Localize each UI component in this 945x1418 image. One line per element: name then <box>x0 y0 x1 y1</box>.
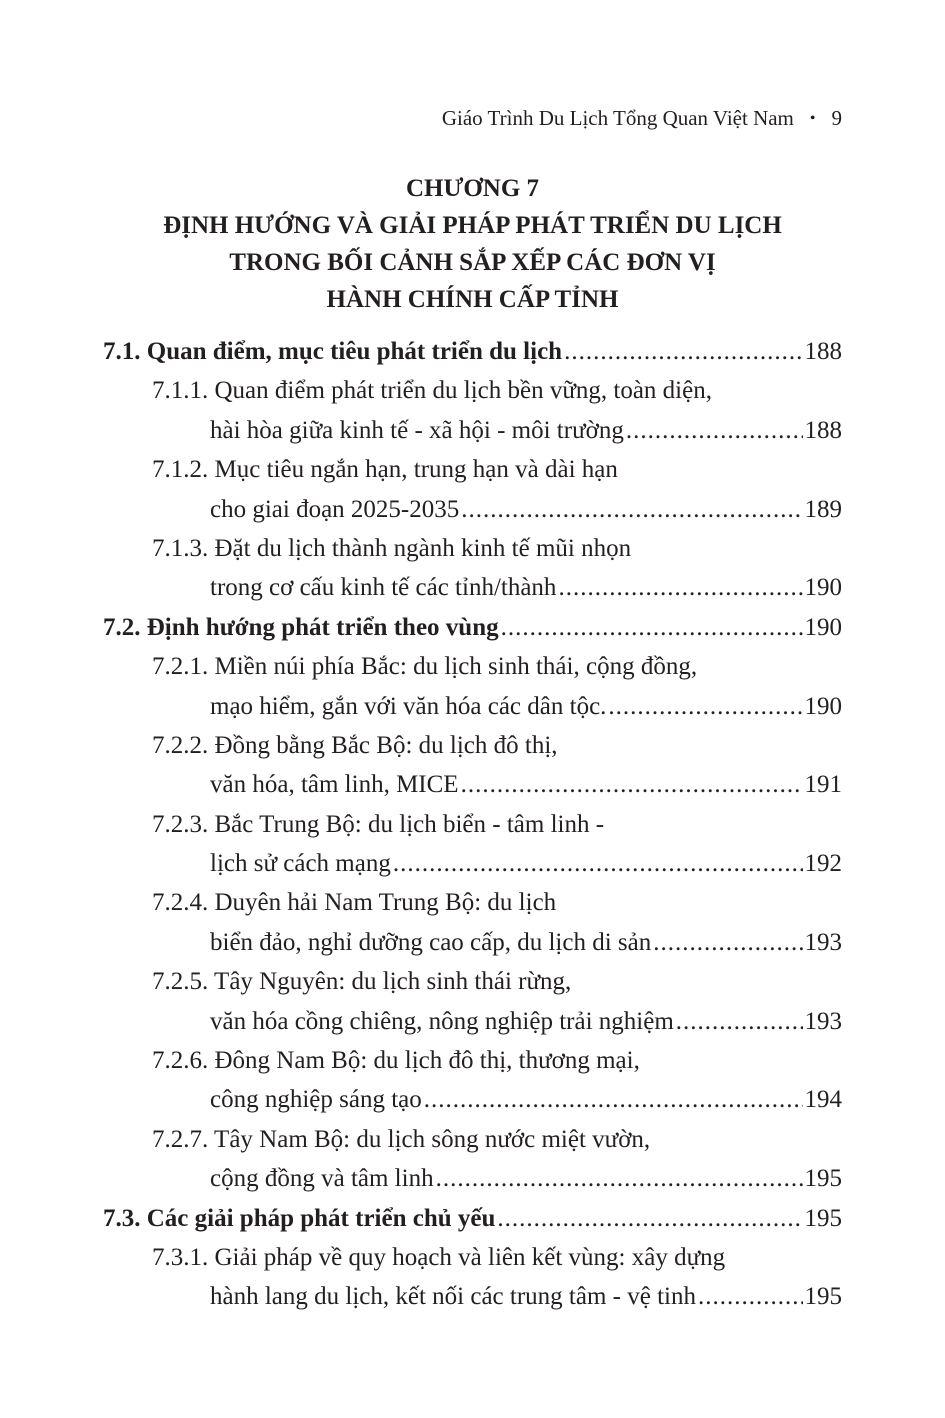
toc-entry-text: cho giai đoạn 2025-2035 <box>210 495 460 523</box>
bullet-separator: • <box>809 109 816 127</box>
toc-entry-text: 7.1.3. Đặt du lịch thành ngành kinh tế mũi nhọn <box>152 534 632 562</box>
toc-line <box>103 805 842 844</box>
dot-leader <box>558 568 802 607</box>
toc-page-number: 188 <box>804 338 842 365</box>
toc-page-number: 189 <box>804 495 842 523</box>
book-title: Giáo Trình Du Lịch Tổng Quan Việt Nam <box>441 106 794 130</box>
toc-line <box>103 765 842 804</box>
dot-leader <box>436 1159 803 1198</box>
toc-entry-text: trong cơ cấu kinh tế các tỉnh/thành <box>210 574 557 602</box>
page-number: 9 <box>831 106 842 130</box>
table-of-contents <box>103 332 842 1317</box>
toc-entry-text: lịch sử cách mạng <box>210 850 391 878</box>
dot-leader <box>461 765 803 804</box>
toc-page-number: 195 <box>804 1283 842 1311</box>
toc-entry-text: 7.2. Định hướng phát triển theo vùng <box>103 613 499 641</box>
toc-entry-text: biển đảo, nghỉ dưỡng cao cấp, du lịch di sản <box>210 928 652 956</box>
toc-entry-text: 7.1.2. Mục tiêu ngắn hạn, trung hạn và dài hạn <box>152 456 618 484</box>
toc-line <box>103 568 842 607</box>
dot-leader <box>653 923 802 962</box>
chapter-title-line: TRONG BỐI CẢNH SẮP XẾP CÁC ĐƠN VỊ <box>229 249 716 276</box>
toc-line <box>103 1080 842 1119</box>
toc-line <box>103 1238 842 1277</box>
toc-line <box>103 962 842 1001</box>
toc-subsection[interactable] <box>103 805 842 884</box>
dot-leader <box>608 687 802 726</box>
toc-line <box>103 1199 842 1238</box>
chapter-label: CHƯƠNG 7 <box>405 175 540 202</box>
toc-subsection[interactable] <box>103 647 842 726</box>
running-header <box>442 106 842 131</box>
chapter-title-line: ĐỊNH HƯỚNG VÀ GIẢI PHÁP PHÁT TRIỂN DU LỊCH <box>163 212 782 239</box>
toc-entry-text: 7.2.5. Tây Nguyên: du lịch sinh thái rừng, <box>152 968 572 996</box>
toc-page-number: 191 <box>804 771 842 799</box>
toc-entry-text: văn hóa, tâm linh, MICE <box>210 771 459 799</box>
toc-entry-text: 7.2.2. Đồng bằng Bắc Bộ: du lịch đô thị, <box>152 731 558 759</box>
toc-section[interactable] <box>103 608 842 647</box>
dot-leader <box>497 1199 802 1238</box>
chapter-title-line: HÀNH CHÍNH CẤP TỈNH <box>326 286 619 313</box>
toc-entry-text: công nghiệp sáng tạo <box>210 1086 422 1114</box>
toc-entry-text: 7.2.3. Bắc Trung Bộ: du lịch biển - tâm linh - <box>152 810 605 838</box>
toc-line <box>103 726 842 765</box>
toc-page-number: 193 <box>804 1007 842 1035</box>
toc-subsection[interactable] <box>103 1238 842 1317</box>
toc-line <box>103 332 842 371</box>
toc-subsection[interactable] <box>103 371 842 450</box>
toc-page-number: 195 <box>804 1204 842 1232</box>
toc-line <box>103 687 842 726</box>
dot-leader <box>676 1002 803 1041</box>
dot-leader <box>564 332 802 371</box>
toc-entry-text: 7.1.1. Quan điểm phát triển du lịch bền vững, toàn diện, <box>152 377 712 405</box>
toc-line <box>103 883 842 922</box>
toc-entry-text: hài hòa giữa kinh tế - xã hội - môi trường <box>210 416 624 444</box>
toc-line <box>103 923 842 962</box>
toc-subsection[interactable] <box>103 883 842 962</box>
toc-page-number: 193 <box>804 928 842 956</box>
toc-subsection[interactable] <box>103 1120 842 1199</box>
toc-line <box>103 450 842 489</box>
toc-page-number: 190 <box>804 574 842 602</box>
toc-subsection[interactable] <box>103 529 842 608</box>
toc-entry-text: hành lang du lịch, kết nối các trung tâm - vệ tinh <box>210 1283 696 1311</box>
toc-line <box>103 1041 842 1080</box>
toc-entry-text: 7.2.4. Duyên hải Nam Trung Bộ: du lịch <box>152 889 557 917</box>
dot-leader <box>626 411 803 450</box>
toc-line <box>103 490 842 529</box>
toc-line <box>103 1120 842 1159</box>
toc-subsection[interactable] <box>103 726 842 805</box>
dot-leader <box>424 1080 803 1119</box>
toc-subsection[interactable] <box>103 450 842 529</box>
toc-page-number: 190 <box>804 692 842 720</box>
toc-entry-text: mạo hiểm, gắn với văn hóa các dân tộc. <box>210 692 607 720</box>
dot-leader <box>461 490 802 529</box>
toc-entry-text: 7.3. Các giải pháp phát triển chủ yếu <box>103 1204 496 1232</box>
toc-section[interactable] <box>103 1199 842 1238</box>
toc-subsection[interactable] <box>103 1041 842 1120</box>
toc-entry-text: văn hóa cồng chiêng, nông nghiệp trải nghiệm <box>210 1007 674 1035</box>
toc-line <box>103 1159 842 1198</box>
dot-leader <box>501 608 803 647</box>
toc-line <box>103 1002 842 1041</box>
toc-line <box>103 1277 842 1316</box>
toc-entry-text: 7.2.6. Đông Nam Bộ: du lịch đô thị, thương mại, <box>152 1047 640 1075</box>
toc-entry-text: 7.1. Quan điểm, mục tiêu phát triển du lịch <box>103 338 563 365</box>
toc-entry-text: 7.2.7. Tây Nam Bộ: du lịch sông nước miệt vườn, <box>152 1125 651 1153</box>
toc-page-number: 192 <box>804 850 842 878</box>
toc-page-number: 188 <box>804 416 842 444</box>
toc-page-number: 190 <box>804 613 842 641</box>
toc-subsection[interactable] <box>103 962 842 1041</box>
toc-entry-text: 7.2.1. Miền núi phía Bắc: du lịch sinh thái, cộng đồng, <box>152 653 698 681</box>
toc-entry-text: cộng đồng và tâm linh <box>210 1165 434 1193</box>
toc-line <box>103 371 842 410</box>
toc-section[interactable] <box>103 332 842 371</box>
toc-line <box>103 844 842 883</box>
toc-page-number: 194 <box>804 1086 842 1114</box>
toc-page-number: 195 <box>804 1165 842 1193</box>
chapter-heading <box>0 170 945 318</box>
toc-line <box>103 647 842 686</box>
toc-line <box>103 529 842 568</box>
toc-line <box>103 608 842 647</box>
toc-entry-text: 7.3.1. Giải pháp về quy hoạch và liên kết vùng: xây dựng <box>152 1243 726 1271</box>
dot-leader <box>698 1277 803 1316</box>
toc-line <box>103 411 842 450</box>
dot-leader <box>393 844 803 883</box>
